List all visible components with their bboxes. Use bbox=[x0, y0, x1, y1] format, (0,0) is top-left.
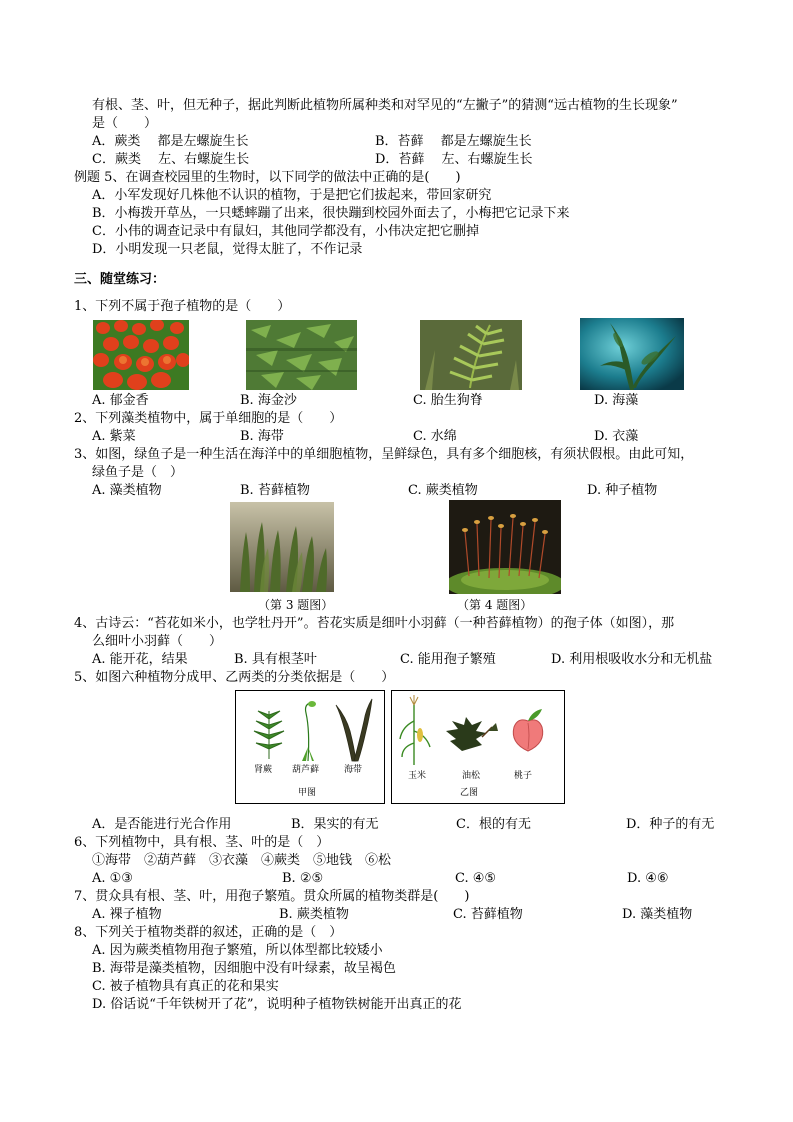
q3-option-d: D. 种子植物 bbox=[587, 483, 658, 498]
tulip-photo bbox=[93, 320, 189, 390]
q3-stem-2: 绿鱼子是（ ） bbox=[92, 465, 184, 480]
q5-stem: 5、如图六种植物分成甲、乙两类的分类依据是（ ） bbox=[74, 670, 395, 685]
group-yi-illustration bbox=[392, 691, 564, 771]
q2-option-a: A. 紫菜 bbox=[92, 429, 136, 444]
lygodium-photo bbox=[246, 320, 357, 390]
q1-option-a: A. 郁金香 bbox=[92, 393, 149, 408]
intro-option-d: D．苔藓 左、右螺旋生长 bbox=[375, 152, 533, 167]
q1-option-d: D. 海藻 bbox=[594, 393, 639, 408]
q4-option-a: A. 能开花，结果 bbox=[92, 652, 188, 667]
q8-option-d: D. 俗话说“千年铁树开了花”，说明种子植物铁树能开出真正的花 bbox=[92, 997, 462, 1012]
label-haidai: 海带 bbox=[344, 765, 363, 775]
group-jia-title: 甲图 bbox=[298, 788, 317, 798]
example5-option-a: A．小军发现好几株他不认识的植物，于是把它们拔起来，带回家研究 bbox=[92, 188, 492, 203]
q7-stem: 7、贯众具有根、茎、叶，用孢子繁殖。贯众所属的植物类群是( ) bbox=[74, 889, 470, 904]
q6-option-a: A. ①③ bbox=[92, 871, 133, 886]
q1-stem: 1、下列不属于孢子植物的是（ ） bbox=[74, 299, 291, 314]
section-heading: 三、随堂练习： bbox=[74, 272, 166, 287]
q5-option-a: A．是否能进行光合作用 bbox=[92, 817, 232, 832]
q3-option-a: A. 藻类植物 bbox=[92, 483, 162, 498]
q6-option-b: B. ②⑤ bbox=[282, 871, 324, 886]
q7-option-d: D. 藻类植物 bbox=[622, 907, 693, 922]
q6-option-c: C. ④⑤ bbox=[455, 871, 497, 886]
fern-photo bbox=[420, 320, 522, 390]
example5-option-d: D．小明发现一只老鼠，觉得太脏了，不作记录 bbox=[92, 242, 363, 257]
example5-option-b: B．小梅拨开草丛，一只蟋蟀蹦了出来，很快蹦到校园外面去了，小梅把它记录下来 bbox=[92, 206, 570, 221]
q8-option-a: A. 因为蕨类植物用孢子繁殖，所以体型都比较矮小 bbox=[92, 943, 383, 958]
q5-option-d: D．种子的有无 bbox=[626, 817, 715, 832]
q2-option-b: B. 海带 bbox=[240, 429, 284, 444]
q4-stem-1: 4、古诗云：“苔花如米小，也学牡丹开”。苔花实质是细叶小羽藓（一种苔藓植物）的孢子体（如图），那 bbox=[74, 616, 675, 631]
q3-option-b: B. 苔藓植物 bbox=[240, 483, 310, 498]
q8-option-c: C. 被子植物具有真正的花和果实 bbox=[92, 979, 279, 994]
intro-option-a: A．蕨类 都是左螺旋生长 bbox=[92, 134, 249, 149]
q4-option-b: B. 具有根茎叶 bbox=[234, 652, 317, 667]
q5-option-c: C．根的有无 bbox=[456, 817, 531, 832]
label-taozi: 桃子 bbox=[514, 771, 533, 781]
q4-figure-caption: （第 4 题图） bbox=[457, 598, 533, 612]
q8-option-b: B. 海带是藻类植物，因细胞中没有叶绿素，故呈褐色 bbox=[92, 961, 396, 976]
q7-option-b: B. 蕨类植物 bbox=[279, 907, 349, 922]
green-roe-photo bbox=[230, 502, 334, 592]
q3-figure-caption: （第 3 题图） bbox=[258, 598, 334, 612]
kelp-photo bbox=[580, 318, 684, 390]
q4-option-d: D. 利用根吸收水分和无机盐 bbox=[551, 652, 713, 667]
q6-items: ①海带 ②葫芦藓 ③衣藻 ④蕨类 ⑤地钱 ⑥松 bbox=[92, 853, 392, 868]
q2-option-c: C. 水绵 bbox=[413, 429, 457, 444]
group-yi-title: 乙图 bbox=[460, 788, 479, 798]
label-yumi: 玉米 bbox=[408, 771, 427, 781]
intro-line-2: 是（ ） bbox=[92, 116, 158, 131]
intro-option-b: B．苔藓 都是左螺旋生长 bbox=[375, 134, 532, 149]
group-yi-figure bbox=[391, 690, 565, 804]
group-jia-figure bbox=[235, 690, 385, 804]
q1-option-c: C. 胎生狗脊 bbox=[413, 393, 483, 408]
intro-option-c: C．蕨类 左、右螺旋生长 bbox=[92, 152, 250, 167]
q3-option-c: C. 蕨类植物 bbox=[408, 483, 478, 498]
intro-line-1: 有根、茎、叶，但无种子，据此判断此植物所属种类和对罕见的“左撇子”的猜测“远古植物的生长现象” bbox=[92, 98, 678, 113]
label-yousong: 油松 bbox=[462, 771, 481, 781]
q5-option-b: B．果实的有无 bbox=[291, 817, 379, 832]
label-huluxian: 葫芦藓 bbox=[292, 765, 320, 775]
q7-option-c: C. 苔藓植物 bbox=[453, 907, 523, 922]
group-jia-illustration bbox=[236, 691, 384, 771]
q2-option-d: D. 衣藻 bbox=[594, 429, 639, 444]
q6-option-d: D. ④⑥ bbox=[627, 871, 669, 886]
q7-option-a: A. 裸子植物 bbox=[92, 907, 162, 922]
q6-stem: 6、下列植物中，具有根、茎、叶的是（ ） bbox=[74, 835, 330, 850]
q8-stem: 8、下列关于植物类群的叙述，正确的是（ ） bbox=[74, 925, 343, 940]
moss-photo bbox=[449, 500, 561, 594]
q1-option-b: B. 海金沙 bbox=[240, 393, 297, 408]
q4-option-c: C. 能用孢子繁殖 bbox=[400, 652, 496, 667]
q3-stem-1: 3、如图，绿鱼子是一种生活在海洋中的单细胞植物，呈鲜绿色，具有多个细胞核，有须状假根。由此可知， bbox=[74, 447, 694, 462]
example5-option-c: C．小伟的调查记录中有鼠妇，其他同学都没有，小伟决定把它删掉 bbox=[92, 224, 479, 239]
q4-stem-2: 么细叶小羽藓（ ） bbox=[92, 634, 223, 649]
example5-title: 例题 5、在调查校园里的生物时，以下同学的做法中正确的是( ) bbox=[74, 170, 461, 185]
label-shenjue: 肾蕨 bbox=[254, 765, 273, 775]
q2-stem: 2、下列藻类植物中，属于单细胞的是（ ） bbox=[74, 411, 343, 426]
